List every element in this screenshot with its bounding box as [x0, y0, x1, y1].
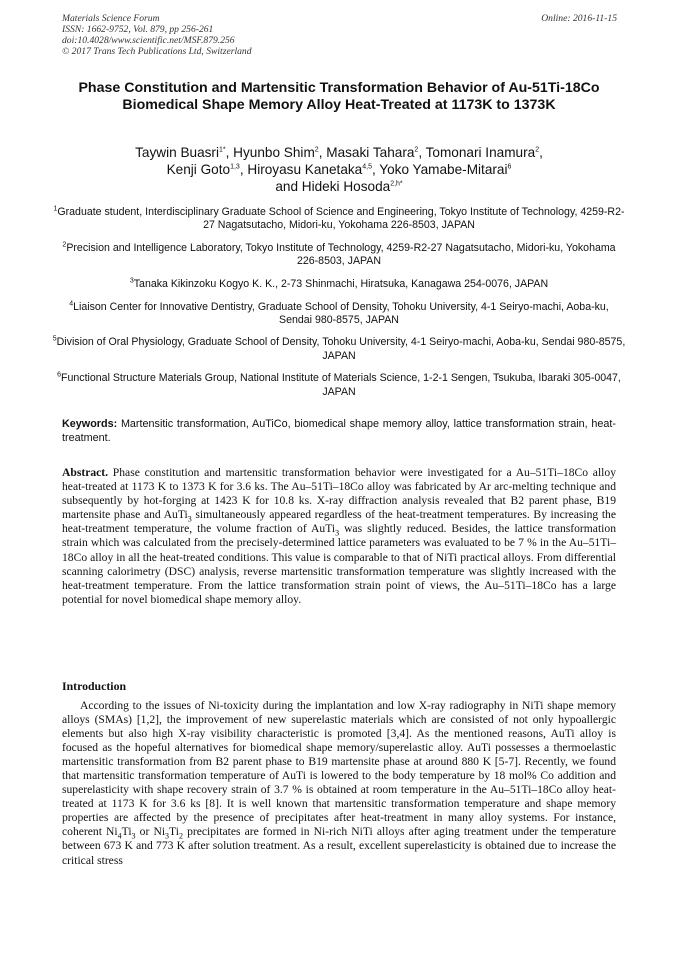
author-separator: , — [239, 162, 248, 177]
author-affil-marker: 2 — [414, 146, 419, 154]
affiliation-list — [52, 206, 626, 408]
author-separator: , — [371, 162, 380, 177]
author: Tomonari Inamura — [425, 145, 536, 160]
body-text: or Ni — [135, 825, 166, 839]
body-text: Ti — [121, 825, 132, 839]
affiliation — [52, 301, 626, 327]
author-affil-marker: 6 — [507, 163, 512, 171]
author-affil-marker: 2,h* — [390, 180, 403, 188]
abstract-text: was slightly reduced. Besides, the lattice transformation strain which was calculated from the precisely-determined lattice parameters was evaluated to be 7 % in the Au–51Ti–18Co alloy in all the heat-treated conditions. This value is comparable to that of NiTi practical alloys. From differential scanning calorimetry (DSC) analysis, reverse martensitic transformation temperature was slightly increased with the heat-treatment temperature. From the lattice transformation strain point of views, the Au–51Ti–18Co has a large potential for novel biomedical shape memory alloy. — [62, 522, 616, 606]
affiliation — [52, 242, 626, 268]
abstract-text: simultaneously appeared regardless of the heat-treatment temperatures. By increasing the heat-treatment temperature, the volume fraction of AuTi — [62, 508, 616, 536]
author-list — [40, 144, 638, 195]
journal-header — [62, 13, 617, 57]
section-heading-introduction: Introduction — [62, 679, 127, 693]
body-text: Ti — [169, 825, 179, 839]
affiliation-marker: 4 — [69, 299, 74, 307]
affiliation-text: Liaison Center for Innovative Dentistry, Graduate School of Density, Tohoku University, 4-1 Seiryo-machi, Aoba-ku, Sendai 980-8575, JAPAN — [73, 300, 609, 326]
keywords-label: Keywords: — [62, 418, 118, 430]
keywords — [62, 418, 616, 445]
affiliation — [52, 206, 626, 232]
body-text: precipitates are formed in Ni-rich NiTi alloys after aging treatment under the temperature between 673 K and 773 K after solution treatment. As a result, excellent superelasticity is obtained due to increase the critical stress — [62, 825, 616, 867]
author: Yoko Yamabe-Mitarai — [379, 162, 508, 177]
author-separator: , — [318, 145, 327, 160]
paper-title: Phase Constitution and Martensitic Transformation Behavior of Au-51Ti-18Co Biomedical Shape Memory Alloy Heat-Treated at 1173K to 1373K — [78, 80, 600, 113]
author: Hiroyasu Kanetaka — [247, 162, 363, 177]
abstract-text: Phase constitution and martensitic transformation behavior were investigated for a Au–51Ti–18Co alloy heat-treated at 1173 K to 1373 K for 3.6 ks. The Au–51Ti–18Co alloy was fabricated by Ar arc-melting technique and subsequently by hot-forging at 1423 K for 10.8 ks. X-ray diffraction analysis revealed that B2 parent phase, B19 martensite phase and AuTi — [62, 466, 616, 522]
abstract — [62, 466, 616, 607]
issn-line: ISSN: 1662-9752, Vol. 879, pp 256-261 — [62, 24, 214, 35]
subscript: 3 — [335, 528, 340, 538]
author-separator: , — [539, 145, 543, 160]
author-separator: , — [225, 145, 234, 160]
affiliation-text: Functional Structure Materials Group, National Institute of Materials Science, 1-2-1 Sengen, Tsukuba, Ibaraki 305-0047, JAPAN — [61, 372, 621, 398]
author-affil-marker: 1,3 — [230, 163, 240, 171]
online-date: Online: 2016-11-15 — [541, 13, 617, 24]
affiliation-text: Graduate student, Interdisciplinary Graduate School of Science and Engineering, Tokyo Institute of Technology, 4259-R2-27 Nagatsutacho, Midori-ku, Yokohama 226-8503, JAPAN — [57, 206, 625, 232]
affiliation — [52, 336, 626, 362]
author: Taywin Buasri — [135, 145, 219, 160]
copyright-line: © 2017 Trans Tech Publications Ltd, Switzerland — [62, 46, 252, 57]
affiliation-marker: 2 — [62, 241, 67, 249]
affiliation-text: Tanaka Kikinzoku Kogyo K. K., 2-73 Shinmachi, Hiratsuka, Kanagawa 254-0076, JAPAN — [133, 277, 549, 290]
doi-line[interactable]: doi:10.4028/www.scientific.net/MSF.879.256 — [62, 35, 235, 46]
affiliation-marker: 1 — [53, 205, 58, 213]
keywords-text: Martensitic transformation, AuTiCo, biomedical shape memory alloy, lattice transformation strain, heat-treatment. — [62, 418, 617, 444]
author-affil-marker: 1* — [218, 146, 226, 154]
author: and Hideki Hosoda — [275, 179, 391, 194]
author: Masaki Tahara — [326, 145, 415, 160]
affiliation-marker: 5 — [52, 335, 57, 343]
affiliation-text: Division of Oral Physiology, Graduate School of Density, Tohoku University, 4-1 Seiryo-machi, Aoba-ku, Sendai 980-8575, JAPAN — [56, 336, 626, 362]
affiliation-marker: 3 — [129, 277, 134, 285]
author-affil-marker: 4,5 — [362, 163, 372, 171]
subscript: 2 — [178, 831, 183, 841]
affiliation-text: Precision and Intelligence Laboratory, Tokyo Institute of Technology, 4259-R2-27 Nagatsutacho, Midori-ku, Yokohama 226-8503, JAPAN — [66, 241, 616, 268]
body-text: According to the issues of Ni-toxicity during the implantation and low X-ray radiography in NiTi shape memory alloys (SMAs) [1,2], the improvement of new superelastic materials which are consisted of not only hypoallergic elements but also high X-ray visibility characteristic is promoted [3,4]. As the mentioned reasons, AuTi alloy is focused as the hopeful alternatives for biomedical shape memory/superelastic alloy. AuTi possesses a thermoelastic martensitic transformation from B2 parent phase to B19 martensite phase at around 880 K [5-7]. Recently, we found that martensitic transformation temperature of AuTi is lowered to the body temperature by 18 mol% Co addition and superelasticity with shape recovery strain of 3.7 % is obtained at room temperature in the Au–51Ti–18Co alloy heat-treated at 1173 K for 3.6 ks [8]. It is well known that martensitic transformation temperature and shape memory properties are affected by the presence of precipitates after heat-treatment in many alloy systems. For instance, coherent Ni — [62, 699, 616, 839]
author: Kenji Goto — [166, 162, 231, 177]
subscript: 3 — [131, 831, 136, 841]
subscript: 3 — [187, 514, 192, 524]
affiliation — [52, 372, 626, 398]
author-separator: , — [418, 145, 426, 160]
author-affil-marker: 2 — [314, 146, 319, 154]
subscript: 4 — [117, 831, 122, 841]
author-affil-marker: 2 — [535, 146, 540, 154]
introduction-paragraph — [62, 699, 616, 868]
affiliation — [52, 278, 626, 291]
abstract-label: Abstract. — [62, 466, 109, 479]
affiliation-marker: 6 — [57, 371, 62, 379]
author: Hyunbo Shim — [233, 145, 315, 160]
subscript: 3 — [165, 831, 170, 841]
journal-name: Materials Science Forum — [62, 13, 160, 24]
